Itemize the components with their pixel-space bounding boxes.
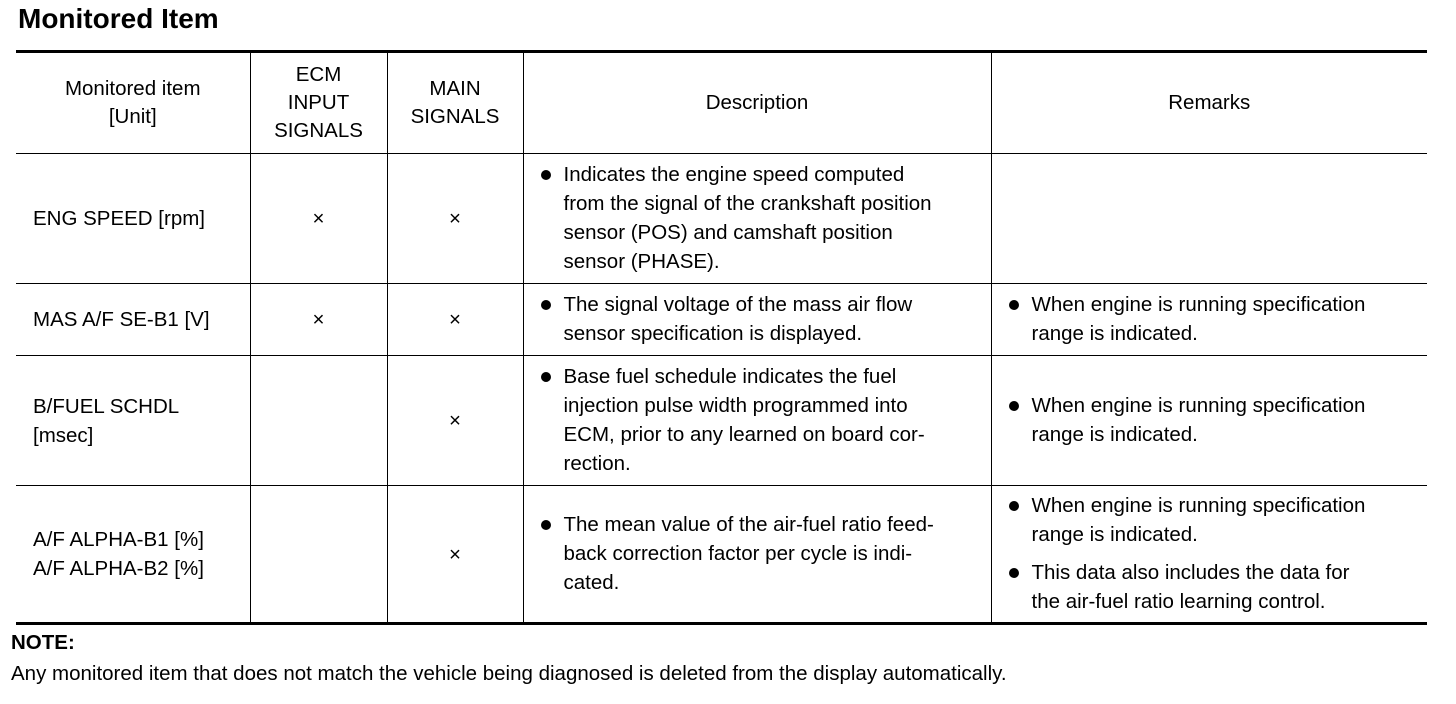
text-line: range is indicated. xyxy=(1031,321,1198,345)
monitored-item-cell xyxy=(16,356,250,486)
remarks-cell xyxy=(991,154,1427,284)
item-line: ENG SPEED [rpm] xyxy=(33,207,206,230)
text-line: from the signal of the crankshaft position xyxy=(563,191,932,215)
bullet-item xyxy=(1008,558,1418,616)
text-line: Indicates the engine speed computed xyxy=(563,162,905,186)
text-line: When engine is running specification xyxy=(1031,493,1366,517)
text-line: This data also includes the data for xyxy=(1031,560,1350,584)
monitored-item-cell xyxy=(16,154,250,284)
text-line: range is indicated. xyxy=(1031,522,1198,546)
header-line: Monitored item xyxy=(64,77,201,100)
item-line: MAS A/F SE-B1 [V] xyxy=(33,308,210,331)
item-line: A/F ALPHA-B1 [%] xyxy=(33,528,204,551)
monitored-item-cell xyxy=(16,486,250,624)
text-line: The mean value of the air-fuel ratio feed- xyxy=(563,512,934,536)
bullet-item xyxy=(540,160,981,276)
bullet-item xyxy=(1008,491,1418,549)
text-line: ECM, prior to any learned on board cor- xyxy=(563,422,925,446)
table-row xyxy=(16,154,1427,284)
note-heading: NOTE: xyxy=(11,631,75,654)
item-line: A/F ALPHA-B2 [%] xyxy=(33,557,204,580)
remarks-cell xyxy=(991,356,1427,486)
text-line: rection. xyxy=(563,451,631,475)
note-text: Any monitored item that does not match the vehicle being diagnosed is deleted from the display automatically. xyxy=(11,662,1007,685)
text-line: When engine is running specification xyxy=(1031,393,1366,417)
text-line: the air-fuel ratio learning control. xyxy=(1031,589,1326,613)
ecm-input-mark xyxy=(250,356,387,486)
header-ecm-input-signals xyxy=(250,52,387,154)
header-monitored-item xyxy=(16,52,250,154)
remarks-cell xyxy=(991,486,1427,624)
header-line: INPUT xyxy=(287,91,350,114)
text-line: back correction factor per cycle is indi- xyxy=(563,541,913,565)
text-line: cated. xyxy=(563,570,620,594)
description-cell xyxy=(523,284,991,356)
header-line: SIGNALS xyxy=(274,119,363,142)
description-cell xyxy=(523,356,991,486)
header-line: MAIN xyxy=(429,77,481,100)
bullet-item xyxy=(1008,391,1418,449)
table-row xyxy=(16,284,1427,356)
ecm-input-mark xyxy=(250,486,387,624)
ecm-input-mark: × xyxy=(250,154,387,284)
header-remarks: Remarks xyxy=(991,52,1427,154)
header-line: SIGNALS xyxy=(410,105,500,128)
page-title: Monitored Item xyxy=(18,3,219,34)
main-signal-mark: × xyxy=(387,486,523,624)
bullet-item xyxy=(1008,290,1418,348)
text-line: range is indicated. xyxy=(1031,422,1198,446)
main-signal-mark: × xyxy=(387,284,523,356)
table-row xyxy=(16,486,1427,624)
monitored-item-table xyxy=(16,50,1427,625)
text-line: sensor (POS) and camshaft position xyxy=(563,220,893,244)
bullet-item xyxy=(540,362,981,478)
remarks-cell xyxy=(991,284,1427,356)
bullet-item xyxy=(540,290,981,348)
header-line: ECM xyxy=(295,63,342,86)
item-line: [msec] xyxy=(33,423,94,447)
main-signal-mark: × xyxy=(387,356,523,486)
header-main-signals xyxy=(387,52,523,154)
header-line: [Unit] xyxy=(108,105,157,128)
main-signal-mark: × xyxy=(387,154,523,284)
bullet-item xyxy=(540,510,981,597)
text-line: Base fuel schedule indicates the fuel xyxy=(563,364,897,388)
ecm-input-mark: × xyxy=(250,284,387,356)
description-cell xyxy=(523,486,991,624)
item-line: B/FUEL SCHDL xyxy=(33,394,180,418)
table-row xyxy=(16,356,1427,486)
header-description: Description xyxy=(523,52,991,154)
text-line: sensor specification is displayed. xyxy=(563,321,863,345)
text-line: injection pulse width programmed into xyxy=(563,393,908,417)
description-cell xyxy=(523,154,991,284)
header-row xyxy=(16,52,1427,154)
text-line: When engine is running specification xyxy=(1031,292,1366,316)
text-line: The signal voltage of the mass air flow xyxy=(563,292,913,316)
monitored-item-cell xyxy=(16,284,250,356)
text-line: sensor (PHASE). xyxy=(563,249,720,273)
